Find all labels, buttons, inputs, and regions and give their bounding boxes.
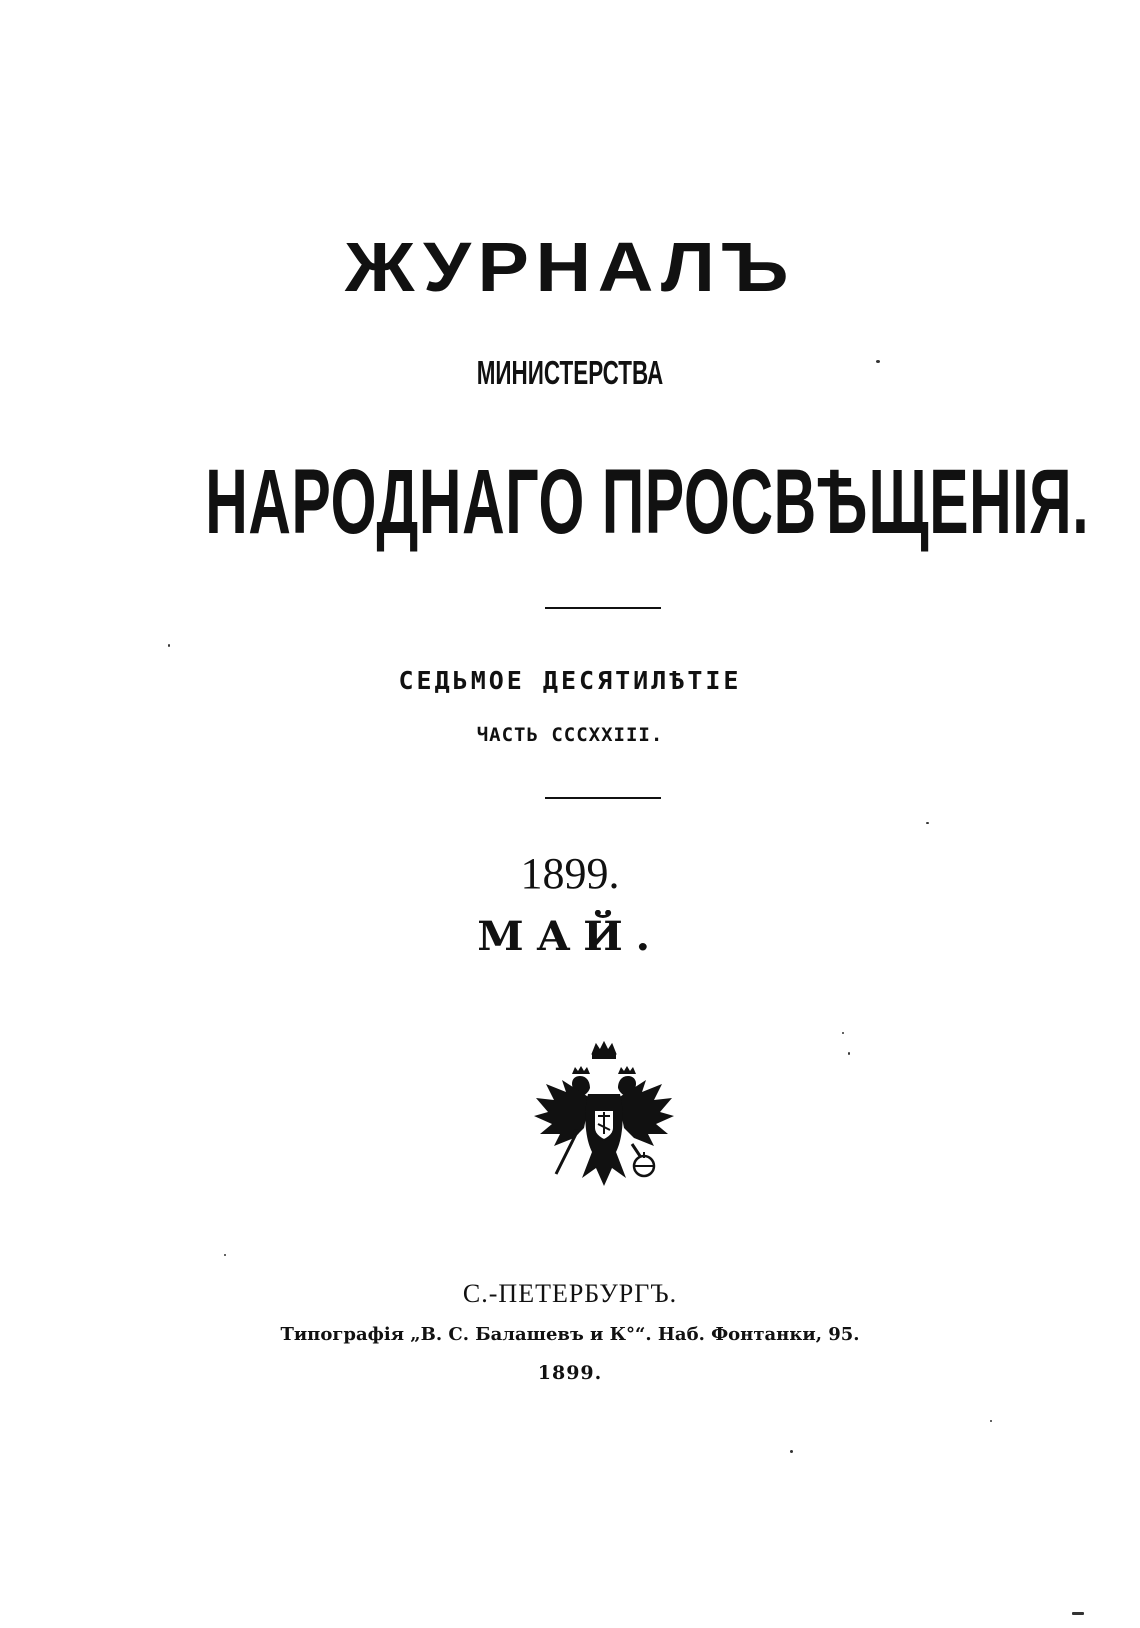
scan-speck xyxy=(990,1420,992,1422)
scan-speck xyxy=(168,644,170,647)
scan-speck xyxy=(224,1254,226,1256)
scan-speck xyxy=(876,360,880,363)
scan-speck xyxy=(790,1450,793,1453)
divider-rule-top xyxy=(545,607,661,609)
part-label: ЧАСТЬ СССXXIII. xyxy=(476,724,664,746)
divider-rule-bottom xyxy=(545,797,661,799)
decade-label: СЕДЬМОЕ ДЕСЯТИЛѢТІЕ xyxy=(398,666,742,695)
imperial-double-headed-eagle-icon xyxy=(532,1040,676,1188)
imprint-city: С.-ПЕТЕРБУРГЪ. xyxy=(462,1279,678,1308)
imprint-year: 1899. xyxy=(537,1362,603,1384)
ministry-subtitle: МИНИСТЕРСТВА xyxy=(476,354,664,391)
journal-title: ЖУРНАЛЪ xyxy=(344,228,796,306)
imprint-printer: Типографія „В. С. Балашевъ и К°“. Наб. Фонтанки, 95. xyxy=(280,1324,860,1345)
issue-year: 1899. xyxy=(520,849,620,898)
scan-speck xyxy=(842,1032,844,1034)
scan-speck xyxy=(1072,1612,1084,1615)
issue-month: МАЙ. xyxy=(477,913,663,960)
scan-speck xyxy=(926,822,929,824)
scan-speck xyxy=(848,1052,850,1055)
public-education-title: НАРОДНАГО ПРОСВѢЩЕНІЯ. xyxy=(205,451,1090,553)
